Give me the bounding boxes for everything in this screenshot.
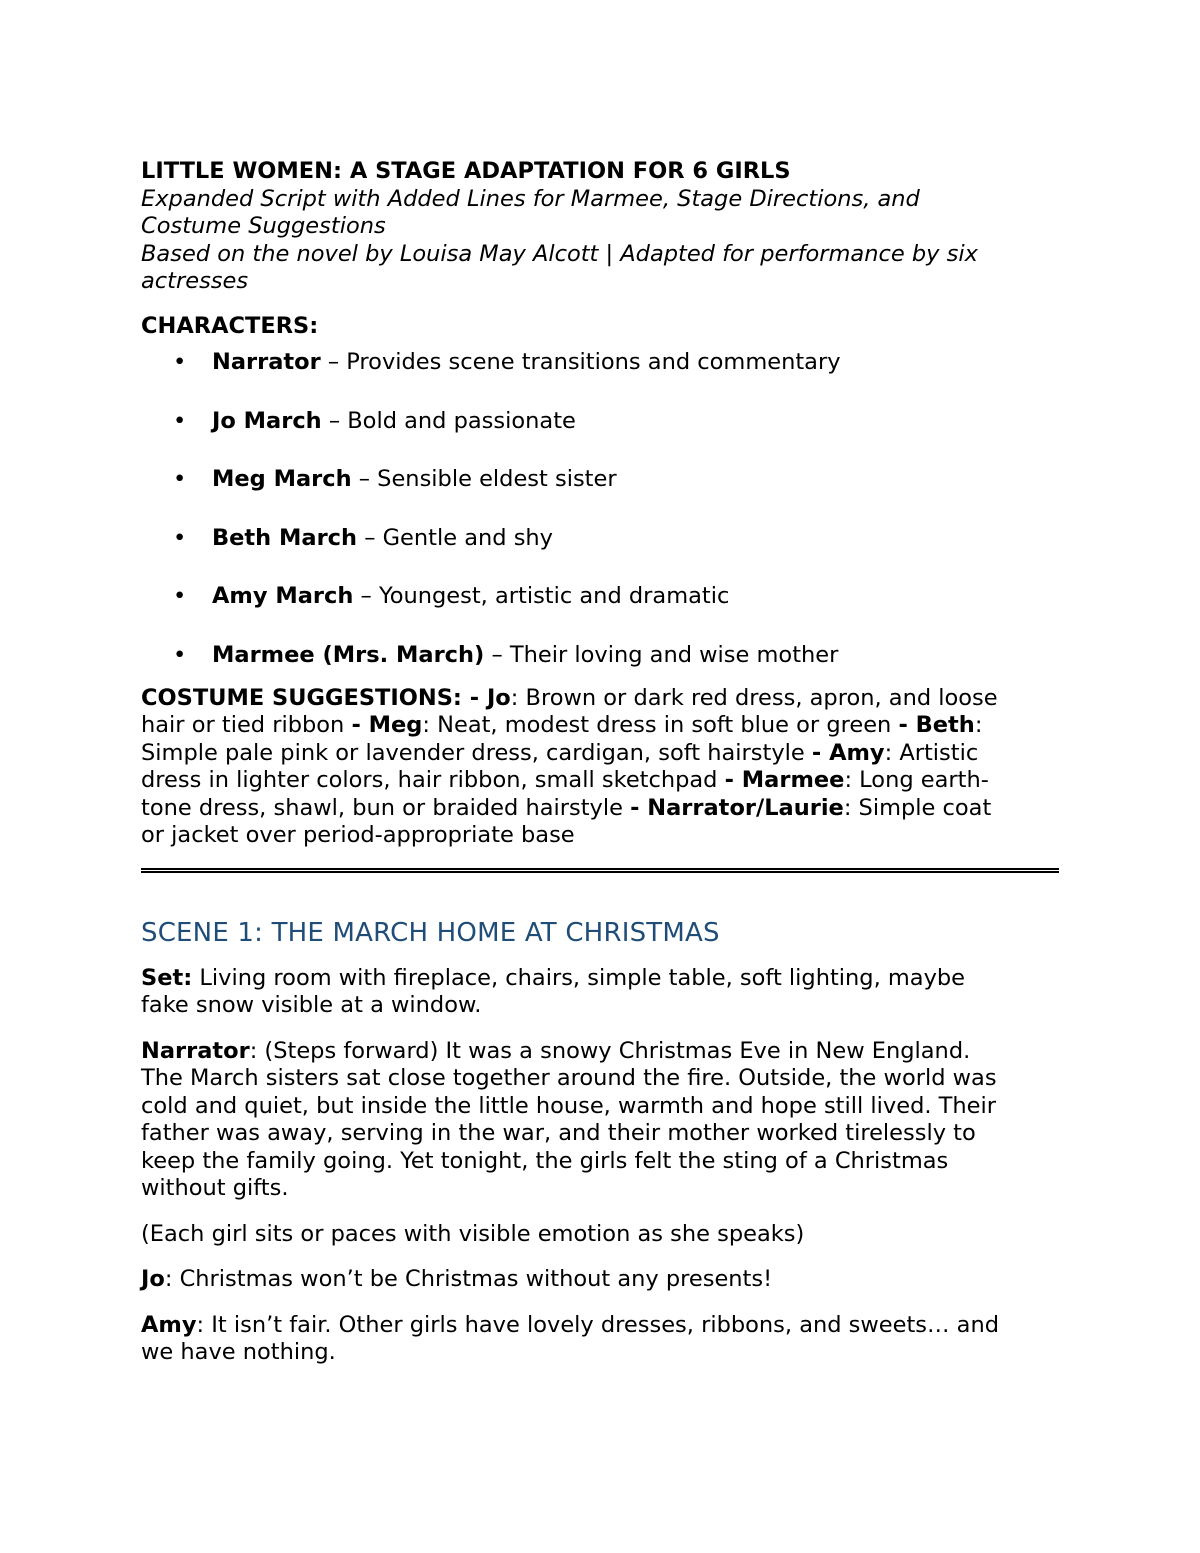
speech-line: cold and quiet, but inside the little house, warmth and hope still lived. Their (141, 1092, 996, 1119)
speaker-name: Amy (141, 1311, 197, 1338)
speech-line: The March sisters sat close together around the fire. Outside, the world was (141, 1065, 997, 1091)
costume-line (141, 712, 1061, 740)
costume-text: hair or tied ribbon (141, 712, 352, 738)
costume-text: : Artistic (884, 739, 979, 766)
character-name: Narrator (212, 349, 321, 375)
subtitle-line: Expanded Script with Added Lines for Marmee, Stage Directions, and (141, 185, 920, 212)
title-block (141, 158, 1061, 296)
character-item (141, 581, 1061, 640)
dash: - (724, 767, 742, 793)
bullet-icon: • (173, 466, 187, 492)
characters-heading: CHARACTERS: (141, 312, 319, 339)
character-item (141, 347, 1061, 406)
bullet-icon: • (173, 583, 187, 609)
costume-text: dress in lighter colors, hair ribbon, small sketchpad (141, 767, 725, 793)
character-desc: – Bold and passionate (321, 407, 576, 434)
costume-text: : Brown or dark red dress, apron, and loose (510, 684, 998, 711)
bullet-icon: • (173, 407, 187, 434)
set-description (141, 965, 1061, 1020)
dash: - (898, 712, 916, 738)
character-name: Marmee (Mrs. March) (212, 641, 485, 668)
character-desc: – Sensible eldest sister (351, 466, 617, 492)
character-desc: – Gentle and shy (357, 524, 553, 551)
character-name: Meg March (212, 466, 352, 492)
set-line: fake snow visible at a window. (141, 992, 482, 1018)
character-list (141, 347, 1061, 685)
speech-line: without gifts. (141, 1175, 289, 1201)
speech-text: : It isn’t fair. Other girls have lovely dresses, ribbons, and sweets… and (196, 1311, 1000, 1338)
set-text: Living room with fireplace, chairs, simple table, soft lighting, maybe (192, 964, 966, 991)
subtitle-line: Costume Suggestions (141, 213, 386, 239)
speech-text: : (Steps forward) It was a snowy Christmas Eve in New England. (249, 1037, 971, 1064)
horizontal-divider (141, 868, 1059, 873)
document-page (141, 158, 1061, 1385)
character-item (141, 464, 1061, 523)
dash: - (811, 739, 830, 766)
speaker-name: Jo (141, 1266, 165, 1292)
set-label: Set: (141, 964, 193, 991)
set-line (141, 965, 1061, 993)
character-desc: – Their loving and wise mother (484, 641, 839, 668)
character-item (141, 406, 1061, 465)
character-name: Amy March (212, 583, 354, 609)
costume-line (141, 685, 1061, 713)
costume-role: Jo (486, 684, 511, 711)
costume-line (141, 795, 1061, 823)
narrator-speech (141, 1038, 1061, 1203)
character-desc: – Provides scene transitions and commentary (320, 349, 841, 375)
costume-line: or jacket over period-appropriate base (141, 822, 575, 848)
speech-line (141, 1038, 1061, 1066)
source-line: actresses (141, 268, 249, 294)
speaker-name: Narrator (141, 1037, 250, 1064)
costume-role: Beth (915, 712, 975, 738)
costume-line (141, 767, 1061, 795)
costume-text: : (974, 712, 983, 738)
costume-text: : Simple coat (843, 794, 992, 821)
character-item (141, 523, 1061, 582)
jo-speech (141, 1266, 1061, 1294)
costume-role: Meg (368, 712, 423, 738)
costume-text: Simple pale pink or lavender dress, cardigan, soft hairstyle (141, 739, 812, 766)
costume-text: : Long earth- (844, 767, 989, 793)
speech-line: we have nothing. (141, 1339, 336, 1365)
costume-role: Amy (829, 739, 885, 766)
source-line: Based on the novel by Louisa May Alcott | Adapted for performance by six (141, 240, 978, 267)
character-name: Beth March (212, 524, 358, 551)
bullet-icon: • (173, 641, 187, 668)
character-name: Jo March (212, 407, 322, 434)
costume-role: Narrator/Laurie (647, 794, 844, 821)
costume-role: Marmee (741, 767, 845, 793)
stage-direction: (Each girl sits or paces with visible emotion as she speaks) (141, 1220, 805, 1247)
speech-text: : Christmas won’t be Christmas without any presents! (164, 1266, 773, 1292)
speech-line: father was away, serving in the war, and their mother worked tirelessly to (141, 1120, 976, 1146)
costume-text: tone dress, shawl, bun or braided hairstyle (141, 794, 631, 821)
costume-text: : Neat, modest dress in soft blue or green (422, 712, 899, 738)
character-desc: – Youngest, artistic and dramatic (353, 583, 730, 609)
amy-speech (141, 1312, 1061, 1367)
costume-heading: COSTUME SUGGESTIONS: (141, 684, 462, 711)
dash: - (461, 684, 487, 711)
costume-suggestions (141, 685, 1061, 850)
scene-heading: SCENE 1: THE MARCH HOME AT CHRISTMAS (141, 917, 720, 948)
bullet-icon: • (173, 524, 187, 551)
speech-line (141, 1312, 1061, 1340)
speech-line: keep the family going. Yet tonight, the girls felt the sting of a Christmas (141, 1147, 949, 1174)
dash: - (351, 712, 369, 738)
bullet-icon: • (173, 349, 187, 375)
document-title: LITTLE WOMEN: A STAGE ADAPTATION FOR 6 GIRLS (141, 158, 791, 184)
character-item (141, 640, 1061, 685)
costume-line (141, 740, 1061, 768)
dash: - (630, 794, 648, 821)
